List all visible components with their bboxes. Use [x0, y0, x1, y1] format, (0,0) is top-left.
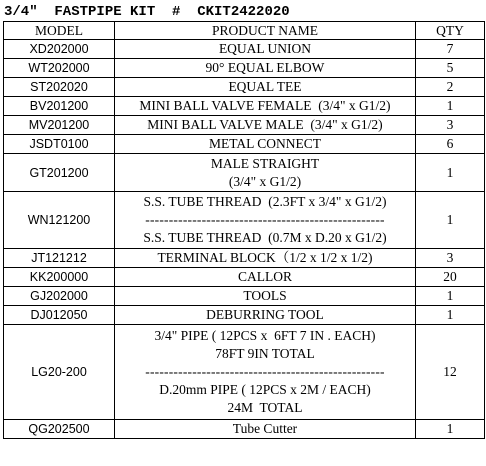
product-name-cell [115, 59, 416, 78]
model-cell: GJ202000 [4, 287, 115, 306]
product-name-line: MINI BALL VALVE MALE (3/4" x G1/2) [147, 117, 383, 132]
table-row [4, 97, 485, 116]
product-name-cell [115, 249, 416, 268]
table-row [4, 40, 485, 59]
product-name-line: 24M TOTAL [227, 400, 303, 415]
qty-cell: 7 [416, 40, 485, 59]
product-name-line: EQUAL UNION [218, 41, 312, 56]
product-name-cell [115, 154, 416, 192]
product-name-cell [115, 325, 416, 420]
model-cell: BV201200 [4, 97, 115, 116]
column-header-product-name: PRODUCT NAME [115, 22, 416, 40]
product-name-line: MALE STRAIGHT [210, 155, 320, 171]
model-cell: GT201200 [4, 154, 115, 192]
table-row [4, 59, 485, 78]
table-row [4, 306, 485, 325]
qty-cell: 1 [416, 287, 485, 306]
qty-cell: 1 [416, 420, 485, 439]
table-row [4, 135, 485, 154]
product-name-line: TOOLS [243, 288, 287, 303]
table-row [4, 116, 485, 135]
table-row [4, 325, 485, 420]
product-name-line: EQUAL TEE [228, 79, 302, 94]
product-name-line: 90° EQUAL ELBOW [205, 60, 325, 75]
product-name-line: (3/4" x G1/2) [228, 173, 302, 189]
model-cell: QG202500 [4, 420, 115, 439]
column-header-model: MODEL [4, 22, 115, 40]
product-name-line: D.20mm PIPE ( 12PCS x 2M / EACH) [159, 382, 371, 397]
column-header-qty: QTY [416, 22, 485, 40]
table-row [4, 192, 485, 249]
model-cell: MV201200 [4, 116, 115, 135]
table-body [4, 40, 485, 439]
qty-cell: 5 [416, 59, 485, 78]
product-name-cell [115, 287, 416, 306]
model-cell: ST202020 [4, 78, 115, 97]
product-name-cell [115, 116, 416, 135]
header-row [4, 22, 485, 40]
product-name-line: DEBURRING TOOL [206, 307, 324, 322]
product-name-cell [115, 97, 416, 116]
model-cell: WT202000 [4, 59, 115, 78]
model-cell: JT121212 [4, 249, 115, 268]
qty-cell: 1 [416, 97, 485, 116]
qty-cell: 3 [416, 116, 485, 135]
product-name-cell [115, 135, 416, 154]
product-name-line: METAL CONNECT [208, 136, 322, 151]
table-row [4, 78, 485, 97]
kit-title: 3/4" FASTPIPE KIT # CKIT2422020 [4, 4, 290, 20]
product-name-cell [115, 192, 416, 249]
separator-line: --------------------------------------------------- [145, 212, 385, 227]
product-name-cell [115, 420, 416, 439]
table-row [4, 268, 485, 287]
separator-line: --------------------------------------------------- [145, 364, 385, 379]
product-name-line: S.S. TUBE THREAD (0.7M x D.20 x G1/2) [143, 230, 387, 245]
model-cell: JSDT0100 [4, 135, 115, 154]
product-name-cell [115, 78, 416, 97]
product-name-line: TERMINAL BLOCK（1/2 x 1/2 x 1/2) [157, 250, 373, 265]
table-row [4, 287, 485, 306]
model-cell: XD202000 [4, 40, 115, 59]
product-name-line: S.S. TUBE THREAD (2.3FT x 3/4" x G1/2) [143, 194, 387, 209]
qty-cell: 20 [416, 268, 485, 287]
product-name-cell [115, 268, 416, 287]
model-cell: WN121200 [4, 192, 115, 249]
model-cell: DJ012050 [4, 306, 115, 325]
qty-cell: 3 [416, 249, 485, 268]
table-row [4, 249, 485, 268]
parts-table [3, 21, 485, 439]
product-name-line: CALLOR [238, 269, 292, 284]
qty-cell: 1 [416, 306, 485, 325]
table-row [4, 420, 485, 439]
qty-cell: 2 [416, 78, 485, 97]
product-name-cell [115, 306, 416, 325]
product-name-line: 78FT 9IN TOTAL [215, 346, 315, 361]
product-name-line: Tube Cutter [232, 421, 298, 436]
qty-cell: 1 [416, 192, 485, 249]
table-row [4, 154, 485, 192]
qty-cell: 12 [416, 325, 485, 420]
product-name-cell [115, 40, 416, 59]
qty-cell: 6 [416, 135, 485, 154]
model-cell: KK200000 [4, 268, 115, 287]
qty-cell: 1 [416, 154, 485, 192]
model-cell: LG20-200 [4, 325, 115, 420]
product-name-line: MINI BALL VALVE FEMALE (3/4" x G1/2) [139, 98, 391, 113]
product-name-line: 3/4" PIPE ( 12PCS x 6FT 7 IN . EACH) [154, 328, 376, 343]
